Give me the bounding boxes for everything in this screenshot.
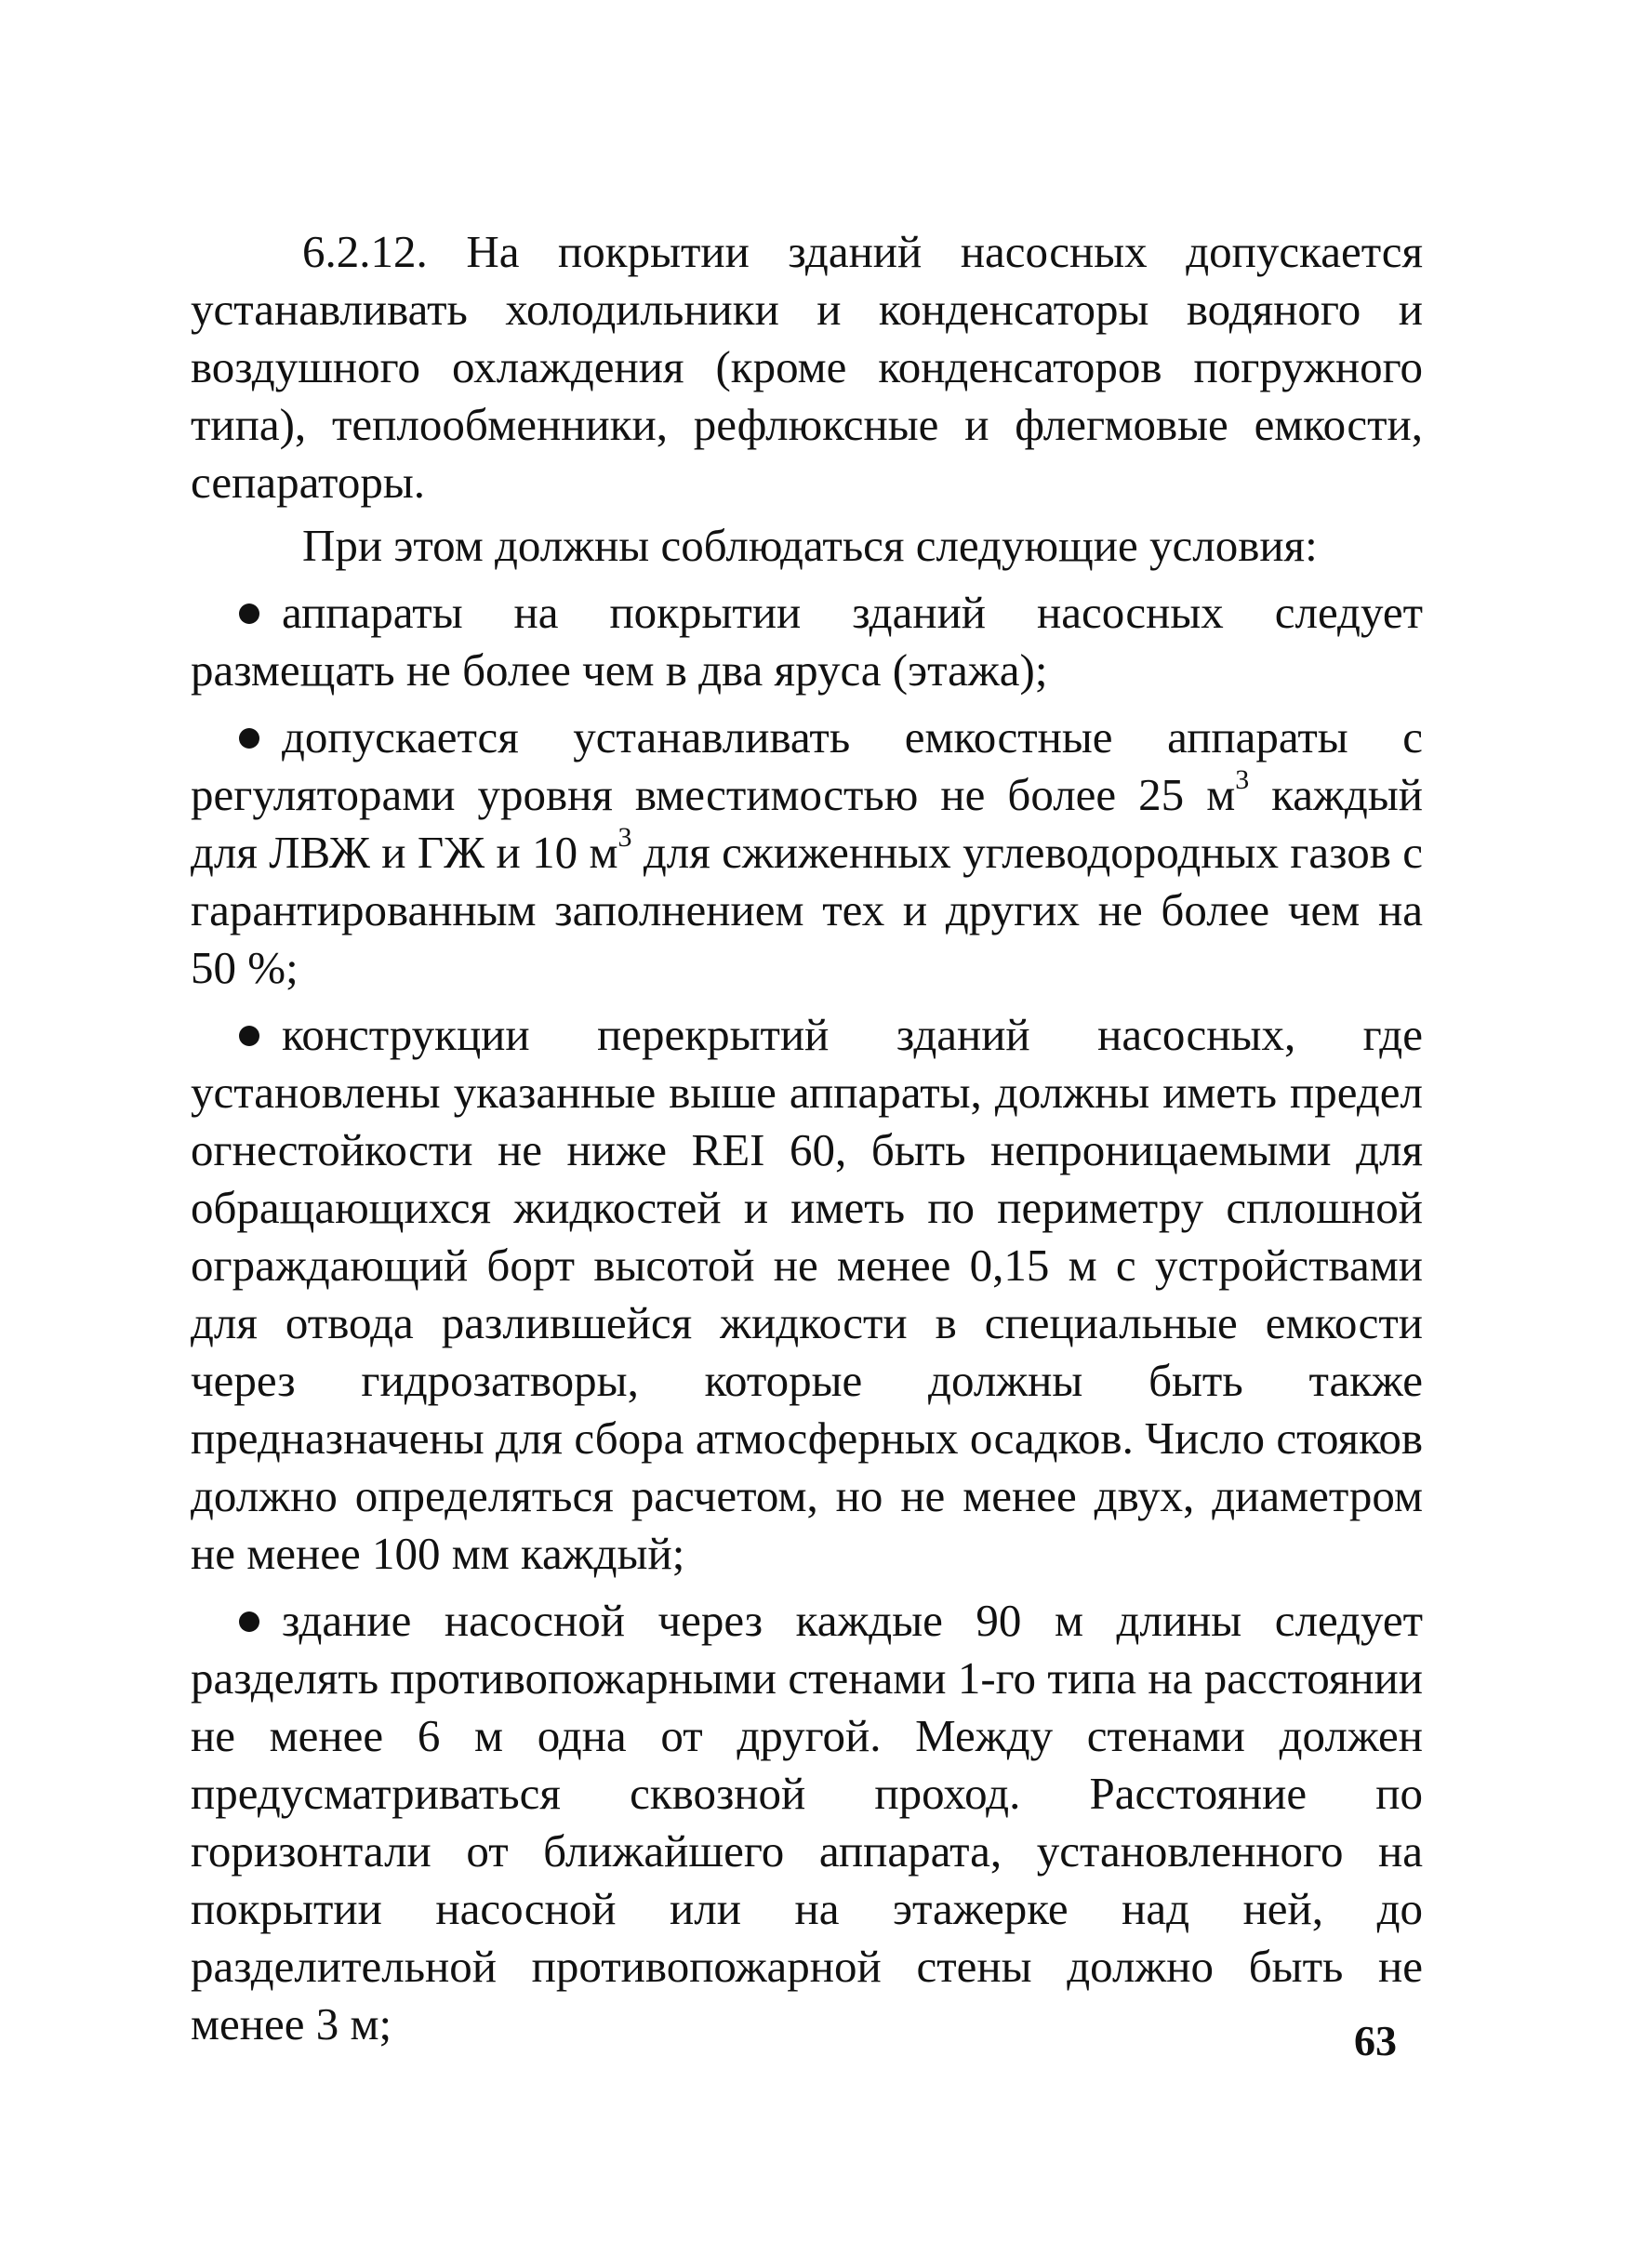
superscript-cubic-2: 3: [617, 821, 632, 853]
bullet-item-3: [191, 1006, 1423, 1583]
bullet-dot-icon: [239, 603, 259, 624]
bullet-item-2: [191, 709, 1423, 997]
section-paragraph: 6.2.12. На покрытии зданий насосных допускается устанавливать холодильники и конденсаторы водяного и воздушного охлаждения (кроме конденсаторов погружного типа), теплообменники, рефлюксные и флегмовые емкости, сепараторы.: [191, 226, 1423, 508]
bullet-item-1: [191, 584, 1423, 699]
bullet-text-4: здание насосной через каждые 90 м длины следует разделять противопожарными стенами 1-го типа на расстоянии не менее 6 м одна от другой. Между стенами должен предусматриваться сквозной проход. Расстояние по горизонтали от ближайшего аппарата, установленного на покрытии насосной или на этажерке над ней, до разделительной противопожарной стены должно быть не менее 3 м;: [191, 1595, 1423, 2049]
bullet-text-2b: каждый для ЛВЖ и ГЖ и 10 м: [191, 769, 1423, 878]
page-number: 63: [1354, 2017, 1397, 2064]
bullet-item-4: [191, 1592, 1423, 2053]
superscript-cubic-1: 3: [1235, 763, 1250, 795]
bullet-text-3: конструкции перекрытий зданий насосных, где установлены указанные выше аппараты, должны иметь предел огнестойкости не ниже REI 60, быть непроницаемыми для обращающихся жидкостей и иметь по периметру сплошной ограждающий борт высотой не менее 0,15 м с устройствами для отвода разлившейся жидкости в специальные емкости через гидрозатворы, которые должны быть также предназначены для сбора атмосферных осадков. Число стояков должно определяться расчетом, но не менее двух, диаметром не менее 100 мм каждый;: [191, 1009, 1423, 1579]
bullet-text-2c: для сжиженных углеводородных газов с гарантированным заполнением тех и других не более чем на 50 %;: [191, 827, 1423, 993]
bullet-text-2a: допускается устанавливать емкостные аппараты с регуляторами уровня вместимостью не более 25 м: [191, 711, 1423, 820]
bullet-dot-icon: [239, 1026, 259, 1046]
conditions-intro: При этом должны соблюдаться следующие условия:: [302, 520, 1318, 571]
bullet-dot-icon: [239, 728, 259, 749]
bullet-dot-icon: [239, 1611, 259, 1632]
bullet-text-1: аппараты на покрытии зданий насосных следует размещать не более чем в два яруса (этажа);: [191, 587, 1423, 696]
document-page: [191, 223, 1423, 2053]
